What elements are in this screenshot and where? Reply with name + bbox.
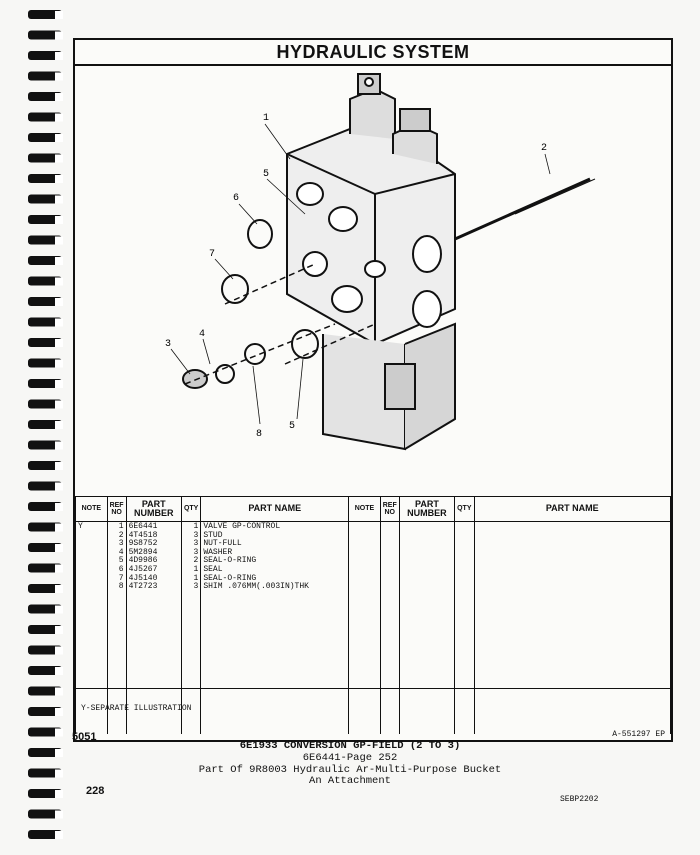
binding-hole — [55, 524, 63, 532]
header-part-number: PART NUMBER — [126, 497, 181, 522]
cell-part: 4D9986 — [128, 556, 158, 566]
callout-6: 6 — [233, 193, 240, 204]
header-ref-no: REF NO — [107, 497, 126, 522]
binding-hole — [55, 278, 63, 286]
spiral-binding — [0, 0, 70, 855]
column-part-number-2 — [399, 522, 454, 735]
binding-hole — [55, 421, 63, 429]
cell-name: VALVE GP-CONTROL — [203, 522, 281, 531]
column-part-number — [126, 522, 181, 735]
binding-hole — [55, 93, 63, 101]
callout-4: 4 — [199, 329, 206, 340]
cell-part: 9S8752 — [128, 539, 158, 549]
caption-line-2: 6E6441-Page 252 — [302, 752, 398, 764]
cell-qty: 3 — [193, 539, 199, 549]
binding-hole — [55, 647, 63, 655]
binding-hole — [55, 503, 63, 511]
callout-5a: 5 — [263, 169, 270, 180]
page-number: 228 — [86, 785, 105, 797]
binding-hole — [55, 708, 63, 716]
callout-7: 7 — [209, 249, 216, 260]
column-qty — [181, 522, 200, 735]
cell-note — [78, 574, 105, 583]
cell-ref: 6 — [118, 564, 124, 574]
header-ref-no-2: REF NO — [380, 497, 399, 522]
binding-hole — [55, 114, 63, 122]
binding-hole — [55, 606, 63, 614]
binding-hole — [55, 339, 63, 347]
cell-name: SEAL-O-RING — [203, 556, 257, 566]
header-part-name-2: PART NAME — [474, 497, 671, 522]
cell-note — [78, 582, 105, 591]
binding-hole — [55, 749, 63, 757]
column-part-name — [201, 522, 349, 735]
header-part-name: PART NAME — [201, 497, 349, 522]
callout-8: 8 — [256, 429, 263, 440]
column-ref — [107, 522, 126, 735]
cell-qty: 3 — [193, 530, 199, 540]
binding-hole — [55, 401, 63, 409]
cell-part: 6E6441 — [128, 522, 158, 531]
binding-hole — [55, 790, 63, 798]
parts-page-frame — [73, 38, 673, 742]
cell-ref: 7 — [118, 573, 124, 583]
footnote: Y-SEPARATE ILLUSTRATION — [81, 704, 192, 713]
cell-name: SEAL-O-RING — [203, 573, 257, 583]
column-qty-2 — [455, 522, 474, 735]
binding-hole — [55, 11, 63, 19]
title-bar — [75, 40, 671, 66]
cell-part: 5M2894 — [128, 547, 158, 557]
binding-hole — [55, 442, 63, 450]
cell-name: STUD — [203, 530, 223, 540]
binding-hole — [55, 155, 63, 163]
header-qty: QTY — [181, 497, 200, 522]
binding-hole — [55, 360, 63, 368]
cell-part: 4T4518 — [128, 530, 158, 540]
binding-hole — [55, 770, 63, 778]
binding-hole — [55, 831, 63, 839]
callout-3: 3 — [165, 339, 172, 350]
binding-hole — [55, 811, 63, 819]
binding-hole — [55, 544, 63, 552]
header-note-2: NOTE — [349, 497, 381, 522]
column-part-name-2 — [474, 522, 671, 735]
binding-hole — [55, 483, 63, 491]
exploded-view-drawing — [75, 64, 671, 494]
binding-hole — [55, 257, 63, 265]
binding-hole — [55, 688, 63, 696]
binding-hole — [55, 216, 63, 224]
cell-qty: 3 — [193, 582, 199, 592]
binding-hole — [55, 52, 63, 60]
cell-ref: 1 — [118, 522, 124, 531]
cell-name: SEAL — [203, 564, 223, 574]
cell-qty: 1 — [193, 564, 199, 574]
cell-note — [78, 539, 105, 548]
cell-ref: 2 — [118, 530, 124, 540]
binding-hole — [55, 319, 63, 327]
parts-table — [75, 496, 671, 734]
binding-hole — [55, 729, 63, 737]
binding-hole — [55, 565, 63, 573]
cell-part: 4J5140 — [128, 573, 158, 583]
footnote-divider — [75, 688, 671, 689]
binding-hole — [55, 73, 63, 81]
cell-note — [78, 565, 105, 574]
cell-ref: 3 — [118, 539, 124, 549]
header-qty-2: QTY — [455, 497, 474, 522]
cell-ref: 5 — [118, 556, 124, 566]
caption-line-1: 6E1933 CONVERSION GP-FIELD (2 TO 3) — [239, 740, 461, 752]
callout-5b: 5 — [289, 421, 296, 432]
binding-hole — [55, 585, 63, 593]
header-note: NOTE — [76, 497, 108, 522]
cell-name: SHIM .076MM(.003IN)THK — [203, 582, 309, 592]
page-code: 5051 — [72, 731, 97, 743]
column-note — [76, 522, 108, 735]
cell-ref: 8 — [118, 582, 124, 592]
header-part-number-2: PART NUMBER — [399, 497, 454, 522]
binding-hole — [55, 32, 63, 40]
callout-1: 1 — [263, 113, 270, 124]
document-code: SEBP2202 — [560, 795, 599, 804]
column-ref-2 — [380, 522, 399, 735]
cell-qty: 3 — [193, 547, 199, 557]
binding-hole — [55, 298, 63, 306]
page-title: HYDRAULIC SYSTEM — [276, 41, 470, 62]
binding-hole — [55, 380, 63, 388]
cell-ref: 4 — [118, 547, 124, 557]
cell-name: WASHER — [203, 547, 233, 557]
cell-note — [78, 548, 105, 557]
cell-note — [78, 556, 105, 565]
binding-hole — [55, 667, 63, 675]
cell-part: 4J5267 — [128, 564, 158, 574]
cell-note — [78, 531, 105, 540]
table-body — [76, 522, 671, 735]
binding-hole — [55, 626, 63, 634]
cell-qty: 1 — [193, 522, 199, 531]
caption-line-4: An Attachment — [309, 775, 391, 787]
caption-line-3: Part Of 9R8003 Hydraulic Ar-Multi-Purpose Bucket — [198, 764, 502, 776]
binding-hole — [55, 134, 63, 142]
binding-hole — [55, 237, 63, 245]
illustration-ref: A-551297 EP — [612, 730, 665, 739]
cell-qty: 2 — [193, 556, 199, 566]
cell-qty: 1 — [193, 573, 199, 583]
callout-2: 2 — [541, 143, 548, 154]
cell-name: NUT-FULL — [203, 539, 242, 549]
cell-part: 4T2723 — [128, 582, 158, 592]
column-note-2 — [349, 522, 381, 735]
cell-note: Y — [78, 522, 83, 531]
binding-hole — [55, 175, 63, 183]
binding-hole — [55, 462, 63, 470]
binding-hole — [55, 196, 63, 204]
